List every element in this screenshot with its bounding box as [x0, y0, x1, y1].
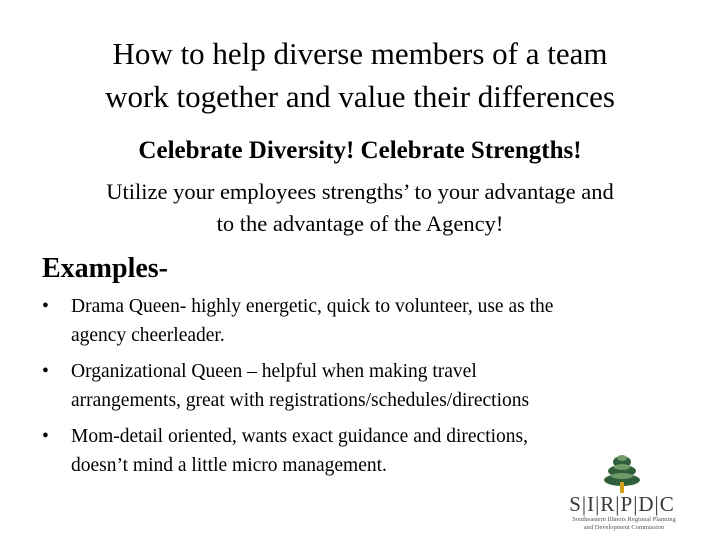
examples-heading: Examples- [42, 253, 168, 284]
utilize-line-1: Utilize your employees strengths’ to your advantage and [106, 179, 614, 204]
bullet-icon: • [42, 361, 49, 382]
logo-subtitle-line-2: and Development Commission [583, 524, 665, 531]
slide-subtitle: Celebrate Diversity! Celebrate Strengths! [138, 137, 582, 164]
list-item-line-1: Drama Queen- highly energetic, quick to volunteer, use as the [71, 296, 554, 317]
sirpdc-logo [556, 448, 688, 538]
utilize-statement [0, 176, 720, 240]
logo-subtitle [562, 516, 686, 532]
list-item-line-1: Mom-detail oriented, wants exact guidance and directions, [71, 426, 529, 447]
list-item-line-2: arrangements, great with registrations/schedules/directions [71, 390, 530, 411]
slide-title-line-1: How to help diverse members of a team [112, 36, 608, 71]
bullet-icon: • [42, 296, 49, 317]
list-item [42, 357, 692, 415]
list-item-line-1: Organizational Queen – helpful when making travel [71, 361, 477, 382]
list-item-line-2: agency cheerleader. [71, 325, 225, 346]
tree-logo-icon [556, 448, 688, 494]
slide-title-line-2: work together and value their differences [105, 79, 615, 114]
bullet-icon: • [42, 426, 49, 447]
list-item [42, 292, 692, 350]
logo-letters: S|I|R|P|D|C [569, 492, 675, 516]
utilize-line-2: to the advantage of the Agency! [216, 211, 504, 236]
list-item-line-2: doesn’t mind a little micro management. [71, 455, 387, 476]
slide-title [0, 32, 720, 118]
logo-subtitle-line-1: Southeastern Illinois Regional Planning [572, 516, 676, 523]
